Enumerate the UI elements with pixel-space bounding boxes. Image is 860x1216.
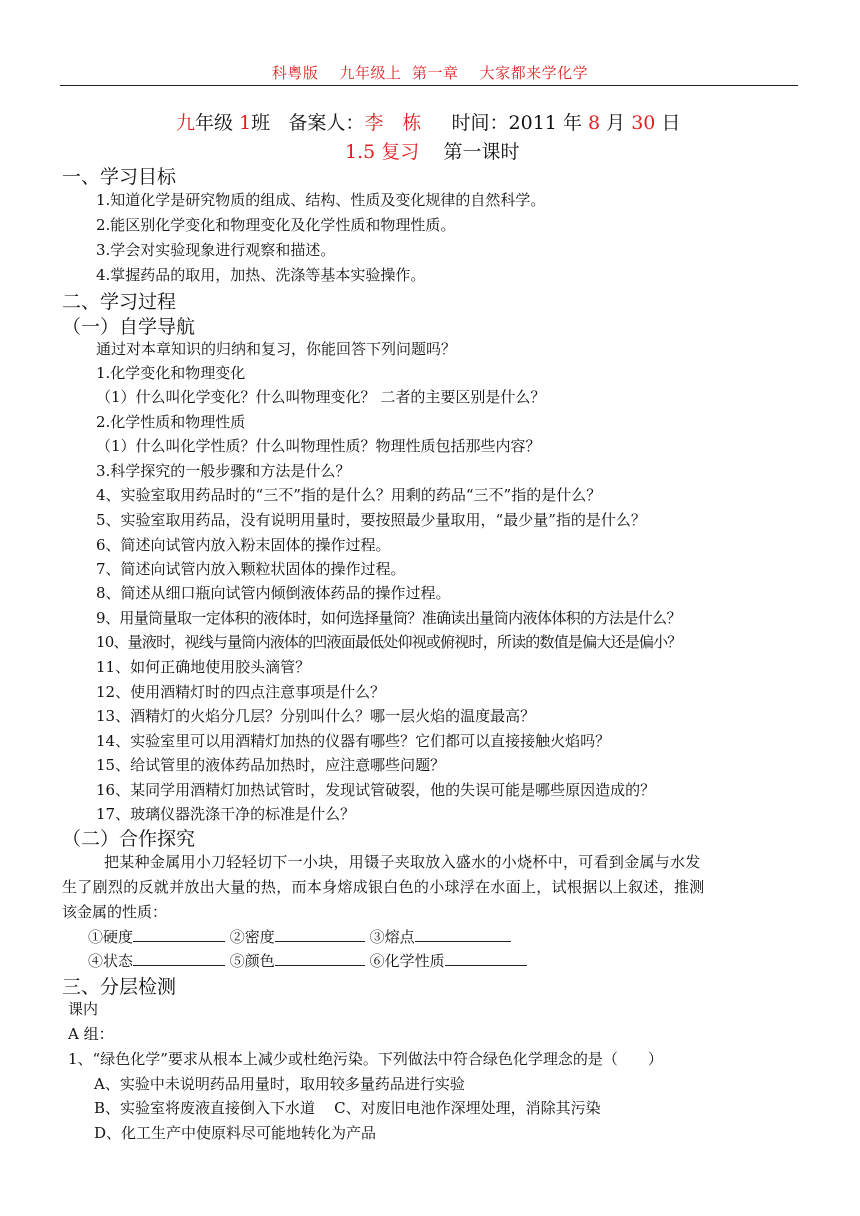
option-c[interactable]: C、对废旧电池作深埋处理，消除其污染 xyxy=(334,1099,601,1117)
self-study-item: 16、某同学用酒精灯加热试管时，发现试管破裂，他的失误可能是哪些原因造成的？ xyxy=(96,781,656,799)
option-a[interactable]: A、实验中未说明药品用量时，取用较多量药品进行实验 xyxy=(94,1075,465,1093)
blank-chemical[interactable] xyxy=(445,951,527,966)
blank-hardness[interactable] xyxy=(133,927,225,942)
option-b-c-row xyxy=(94,1097,601,1118)
preparer-label: 备案人： xyxy=(288,112,365,134)
blank-density[interactable] xyxy=(275,927,365,942)
grade-number: 九 xyxy=(176,112,196,134)
self-study-item: 11、如何正确地使用胶头滴管？ xyxy=(96,658,311,676)
self-study-item: 12、使用酒精灯时的四点注意事项是什么？ xyxy=(96,683,386,701)
self-study-item: 2.化学性质和物理性质 xyxy=(96,413,246,431)
section-test-title: 三、分层检测 xyxy=(62,976,177,998)
blank-label-density: ②密度 xyxy=(229,928,275,946)
blank-label-state: ④状态 xyxy=(88,952,134,970)
self-study-item: （1）什么叫化学变化？什么叫物理变化？ 二者的主要区别是什么？ xyxy=(96,388,546,406)
goal-item: 3.学会对实验现象进行观察和描述。 xyxy=(96,241,336,259)
header-chapter-title: 大家都来学化学 xyxy=(479,64,589,82)
option-d[interactable]: D、化工生产中使原料尽可能地转化为产品 xyxy=(94,1124,377,1142)
self-study-item: 13、酒精灯的火焰分几层？分别叫什么？哪一层火焰的温度最高？ xyxy=(96,707,536,725)
header-publisher: 科粤版 xyxy=(271,64,319,82)
goal-item: 2.能区别化学变化和物理变化及化学性质和物理性质。 xyxy=(96,216,456,234)
blank-label-chemical: ⑥化学性质 xyxy=(369,952,445,970)
blank-state[interactable] xyxy=(133,951,225,966)
self-study-item: 7、简述向试管内放入颗粒状固体的操作过程。 xyxy=(96,560,406,578)
self-study-item: 5、实验室取用药品，没有说明用量时，要按照最少量取用，“最少量”指的是什么？ xyxy=(96,511,646,529)
blank-label-melting-point: ③熔点 xyxy=(369,928,415,946)
page-header xyxy=(0,62,860,83)
goal-item: 1.知道化学是研究物质的组成、结构、性质及变化规律的自然科学。 xyxy=(96,191,546,209)
blank-melting-point[interactable] xyxy=(415,927,511,942)
group-a-label: A 组： xyxy=(68,1025,114,1043)
section-goals-title: 一、学习目标 xyxy=(62,166,177,188)
self-study-item: 14、实验室里可以用酒精灯加热的仪器有哪些？它们都可以直接接触火焰吗？ xyxy=(96,732,611,750)
self-study-item: 17、玻璃仪器洗涤干净的标准是什么？ xyxy=(96,805,356,823)
day-value: 30 xyxy=(631,112,656,134)
class-label: 班 xyxy=(251,112,271,134)
self-study-item: 3.科学探究的一般步骤和方法是什么？ xyxy=(96,462,351,480)
header-grade-term: 九年级上 xyxy=(339,64,402,82)
self-study-item: 10、量液时，视线与量筒内液体的凹液面最低处仰视或俯视时，所读的数值是偏大还是偏小？ xyxy=(96,633,682,651)
cooperate-paragraph: 该金属的性质： xyxy=(62,903,168,921)
self-study-item: 4、实验室取用药品时的“三不”指的是什么？用剩的药品“三不”指的是什么？ xyxy=(96,486,602,504)
option-b[interactable]: B、实验室将废液直接倒入下水道 xyxy=(94,1099,316,1117)
month-value: 8 xyxy=(588,112,601,134)
cooperate-paragraph: 把某种金属用小刀轻轻切下一小块，用镊子夹取放入盛水的小烧杯中，可看到金属与水发 xyxy=(104,853,701,871)
section-cooperate-title: （二）合作探究 xyxy=(62,828,196,850)
month-label: 月 xyxy=(606,112,626,134)
self-study-item: 15、给试管里的液体药品加热时，应注意哪些问题？ xyxy=(96,756,446,774)
goal-item: 4.掌握药品的取用，加热、洗涤等基本实验操作。 xyxy=(96,266,426,284)
grade-label: 年级 xyxy=(195,112,234,134)
property-blanks-row-2 xyxy=(88,950,527,971)
lesson-number: 1.5 复习 xyxy=(345,141,420,163)
header-divider xyxy=(60,85,798,86)
self-study-item: 1.化学变化和物理变化 xyxy=(96,364,246,382)
question-1: 1、“绿色化学”要求从根本上减少或杜绝污染。下列做法中符合绿色化学理念的是（ ） xyxy=(68,1050,663,1068)
lesson-line xyxy=(345,137,519,164)
header-chapter: 第一章 xyxy=(412,64,459,82)
blank-color[interactable] xyxy=(275,951,365,966)
self-study-item: 8、简述从细口瓶向试管内倾倒液体药品的操作过程。 xyxy=(96,584,451,602)
in-class-label: 课内 xyxy=(68,1000,99,1018)
day-label: 日 xyxy=(661,112,681,134)
section-process-title: 二、学习过程 xyxy=(62,291,177,313)
time-label: 时间：2011 年 xyxy=(451,112,582,134)
lesson-period: 第一课时 xyxy=(443,141,520,163)
blank-label-color: ⑤颜色 xyxy=(229,952,275,970)
cooperate-paragraph: 生了剧烈的反就并放出大量的热，而本身熔成银白色的小球浮在水面上，试根据以上叙述，推测 xyxy=(62,878,705,896)
preparer-name: 李 栋 xyxy=(364,112,422,134)
blank-label-hardness: ①硬度 xyxy=(88,928,134,946)
section-self-study-title: （一）自学导航 xyxy=(62,316,196,338)
self-study-item: （1）什么叫化学性质？什么叫物理性质？物理性质包括那些内容？ xyxy=(96,437,541,455)
property-blanks-row-1 xyxy=(88,926,511,947)
self-study-item: 6、简述向试管内放入粉末固体的操作过程。 xyxy=(96,536,391,554)
self-study-intro: 通过对本章知识的归纳和复习，你能回答下列问题吗？ xyxy=(96,340,457,358)
info-line xyxy=(176,108,680,135)
class-number: 1 xyxy=(239,112,252,134)
self-study-item: 9、用量筒量取一定体积的液体时，如何选择量筒？准确读出量筒内液体体积的方法是什么？ xyxy=(96,609,681,627)
